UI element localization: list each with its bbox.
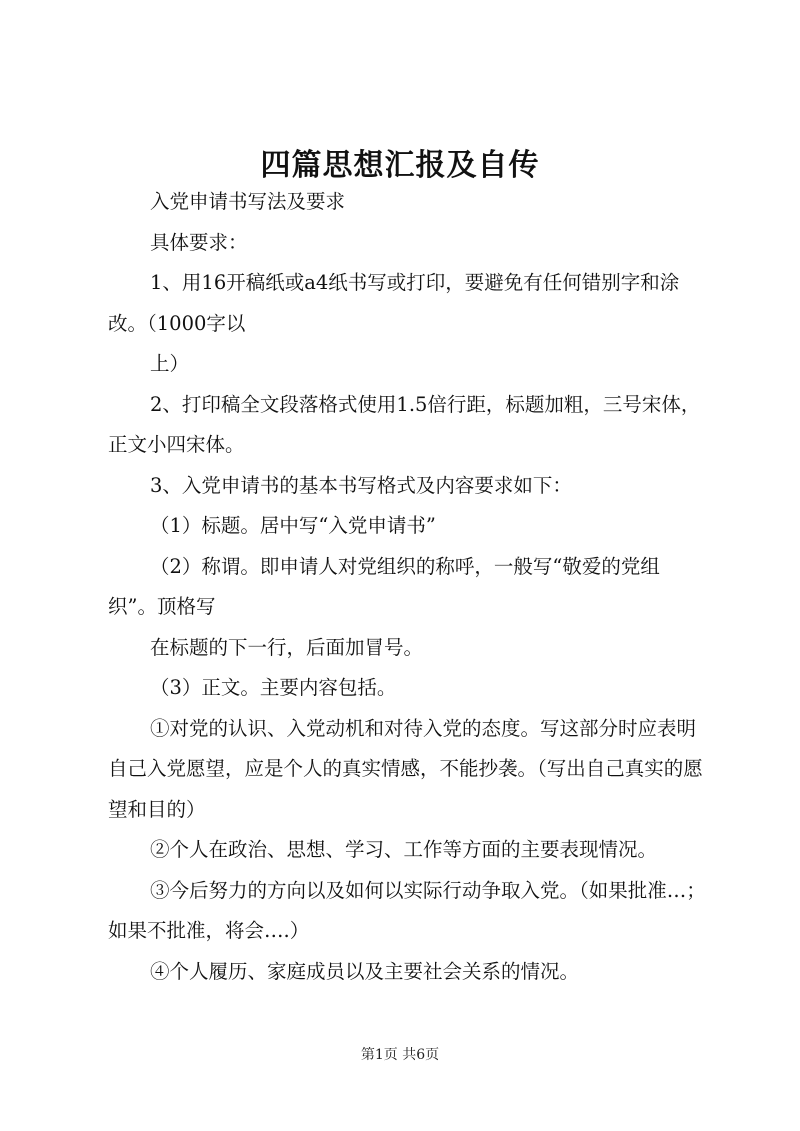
document-body <box>108 182 708 992</box>
paragraph-1: 入党申请书写法及要求 <box>150 190 346 213</box>
paragraph-7: （1）标题。居中写“入党申请书” <box>150 514 436 537</box>
paragraph-5: 2、打印稿全文段落格式使用1.5倍行距，标题加粗，三号宋体，正文小四宋体。 <box>108 392 701 456</box>
page-footer: 第1页 共6页 <box>360 1047 440 1063</box>
paragraph-10: （3）正文。主要内容包括。 <box>150 676 397 699</box>
paragraph-12: ②个人在政治、思想、学习、工作等方面的主要表现情况。 <box>150 838 658 861</box>
paragraph-4: 上） <box>150 352 190 375</box>
document-title: 四篇思想汇报及自传 <box>260 148 540 183</box>
paragraph-13: ③今后努力的方向以及如何以实际行动争取入党。（如果批准…；如果不批准，将会….） <box>108 878 706 942</box>
paragraph-14: ④个人履历、家庭成员以及主要社会关系的情况。 <box>150 959 580 983</box>
paragraph-9: 在标题的下一行，后面加冒号。 <box>150 635 424 659</box>
paragraph-11: ①对党的认识、入党动机和对待入党的态度。写这部分时应表明自己入党愿望，应是个人的真实情感，不能抄袭。（写出自己真实的愿望和目的） <box>108 716 703 821</box>
paragraph-8: （2）称谓。即申请人对党组织的称呼，一般写“敬爱的党组织”。顶格写 <box>108 554 660 618</box>
paragraph-2: 具体要求： <box>150 230 248 254</box>
paragraph-6: 3、入党申请书的基本书写格式及内容要求如下： <box>150 473 572 497</box>
paragraph-3: 1、用16开稿纸或a4纸书写或打印，要避免有任何错别字和涂改。（1000字以 <box>108 271 680 335</box>
